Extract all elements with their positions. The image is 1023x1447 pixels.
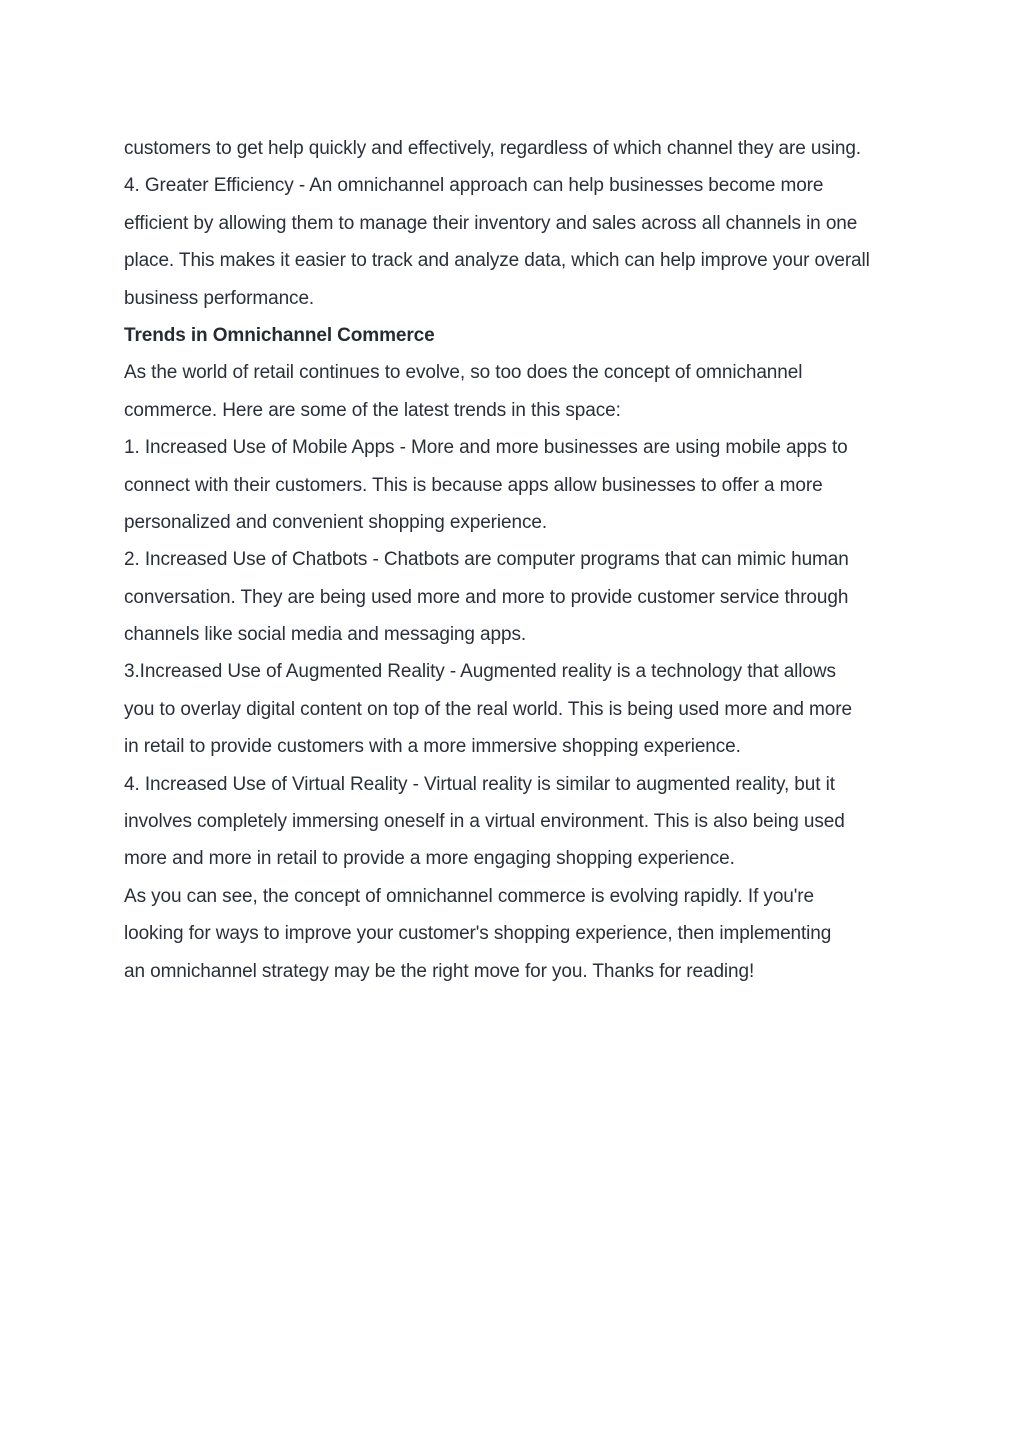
paragraph-line: customers to get help quickly and effectively, regardless of which channel they are using. — [124, 138, 861, 159]
conclusion-line: an omnichannel strategy may be the right move for you. Thanks for reading! — [124, 960, 755, 982]
paragraph-line: conversation. They are being used more and more to provide customer service through — [124, 586, 849, 608]
paragraph-line: connect with their customers. This is because apps allow businesses to offer a more — [124, 474, 823, 496]
paragraph-line: you to overlay digital content on top of the real world. This is being used more and more — [124, 698, 852, 720]
conclusion-line: As you can see, the concept of omnichannel commerce is evolving rapidly. If you're — [124, 885, 814, 907]
list-item-chatbots: 2. Increased Use of Chatbots - Chatbots are computer programs that can mimic human — [124, 549, 849, 571]
list-item-greater-efficiency: 4. Greater Efficiency - An omnichannel approach can help businesses become more — [124, 175, 824, 197]
paragraph-line: efficient by allowing them to manage their inventory and sales across all channels in one — [124, 212, 858, 234]
paragraph-line: As the world of retail continues to evolve, so too does the concept of omnichannel — [124, 362, 803, 384]
paragraph-line: commerce. Here are some of the latest trends in this space: — [124, 399, 621, 421]
list-item-augmented-reality: 3.Increased Use of Augmented Reality - Augmented reality is a technology that allows — [124, 661, 836, 683]
paragraph-line: personalized and convenient shopping experience. — [124, 511, 548, 533]
conclusion-line: looking for ways to improve your customer's shopping experience, then implementing — [124, 923, 832, 945]
paragraph-line: business performance. — [124, 287, 315, 309]
paragraph-line: place. This makes it easier to track and analyze data, which can help improve your overall — [124, 250, 870, 272]
document-page — [124, 130, 914, 990]
section-heading: Trends in Omnichannel Commerce — [124, 324, 435, 346]
paragraph-line: channels like social media and messaging apps. — [124, 624, 527, 646]
paragraph-line: involves completely immersing oneself in a virtual environment. This is also being used — [124, 811, 845, 833]
paragraph-line: more and more in retail to provide a more engaging shopping experience. — [124, 848, 735, 870]
paragraph-line: in retail to provide customers with a more immersive shopping experience. — [124, 736, 741, 758]
list-item-mobile-apps: 1. Increased Use of Mobile Apps - More and more businesses are using mobile apps to — [124, 437, 848, 459]
list-item-virtual-reality: 4. Increased Use of Virtual Reality - Virtual reality is similar to augmented reality, but it — [124, 773, 835, 795]
